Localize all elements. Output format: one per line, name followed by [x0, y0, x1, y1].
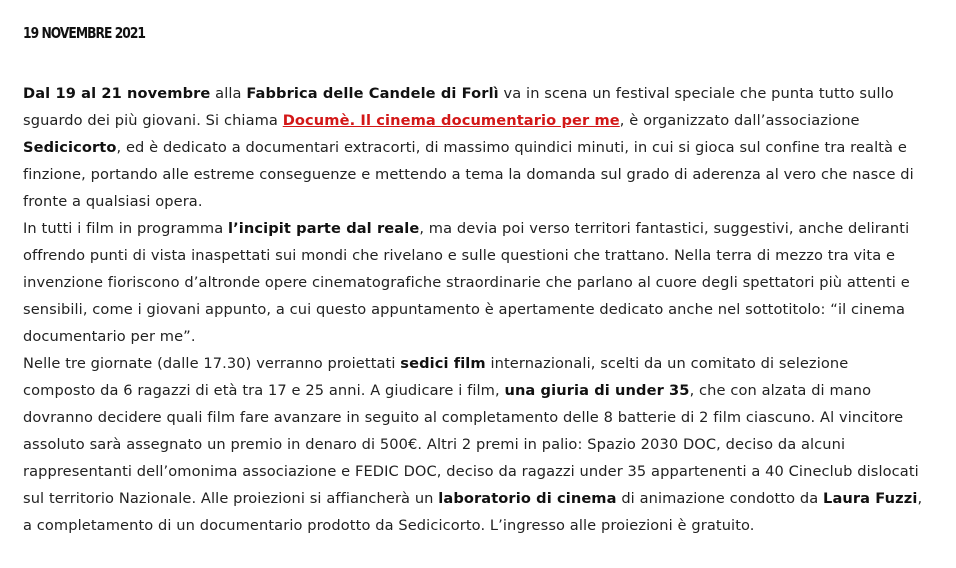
bold-incipit: l’incipit parte dal reale [228, 220, 420, 237]
paragraph-2: In tutti i film in programma l’incipit parte dal reale, ma devia poi verso territori fantastici, suggestivi, anche deliranti offrendo punti di vista inaspettati sui mondi che rivelano e sulle questioni che trattano. Nella terra di mezzo tra vita e invenzione fioriscono d’altronde opere cinematografiche straordinarie che parlano al cuore degli spettatori più attenti e sensibili, come i giovani appunto, a cui questo appuntamento è apertamente dedicato anche nel sottotitolo: “il cinema documentario per me”. [23, 220, 910, 345]
festival-link[interactable]: Documè. Il cinema documentario per me [282, 112, 620, 129]
bold-jury: una giuria di under 35 [504, 382, 690, 399]
bold-dates: Dal 19 al 21 novembre [23, 85, 211, 102]
bold-person: Laura Fuzzi [823, 490, 918, 507]
bold-films: sedici film [400, 355, 486, 372]
paragraph-3: Nelle tre giornate (dalle 17.30) verranno proiettati sedici film internazionali, scelti da un comitato di selezione composto da 6 ragazzi di età tra 17 e 25 anni. A giudicare i film, una giuria di under 35, che con alzata di mano dovranno decidere quali film fare avanzare in seguito al completamento delle 8 batterie di 2 film ciascuno. Al vincitore assoluto sarà assegnato un premio in denaro di 500€. Altri 2 premi in palio: Spazio 2030 DOC, deciso da alcuni rappresentanti dell’omonima associazione e FEDIC DOC, deciso da ragazzi under 35 appartenenti a 40 Cineclub dislocati sul territorio Nazionale. Alle proiezioni si affiancherà un laboratorio di cinema di animazione condotto da Laura Fuzzi, a completamento di un documentario prodotto da Sedicicorto. L’ingresso alle proiezioni è gratuito. [23, 355, 923, 534]
bold-organizer: Sedicicorto [23, 139, 117, 156]
bold-workshop: laboratorio di cinema [438, 490, 617, 507]
bold-venue: Fabbrica delle Candele di Forlì [246, 85, 499, 102]
article-date: 19 NOVEMBRE 2021 [23, 24, 146, 42]
article-body [23, 80, 923, 539]
paragraph-1: Dal 19 al 21 novembre alla Fabbrica delle Candele di Forlì va in scena un festival speciale che punta tutto sullo sguardo dei più giovani. Si chiama Documè. Il cinema documentario per me, è organizzato dall’associazione Sedicicorto, ed è dedicato a documentari extracorti, di massimo quindici minuti, in cui si gioca sul confine tra realtà e finzione, portando alle estreme conseguenze e mettendo a tema la domanda sul grado di aderenza al vero che nasce di fronte a qualsiasi opera. [23, 85, 914, 210]
